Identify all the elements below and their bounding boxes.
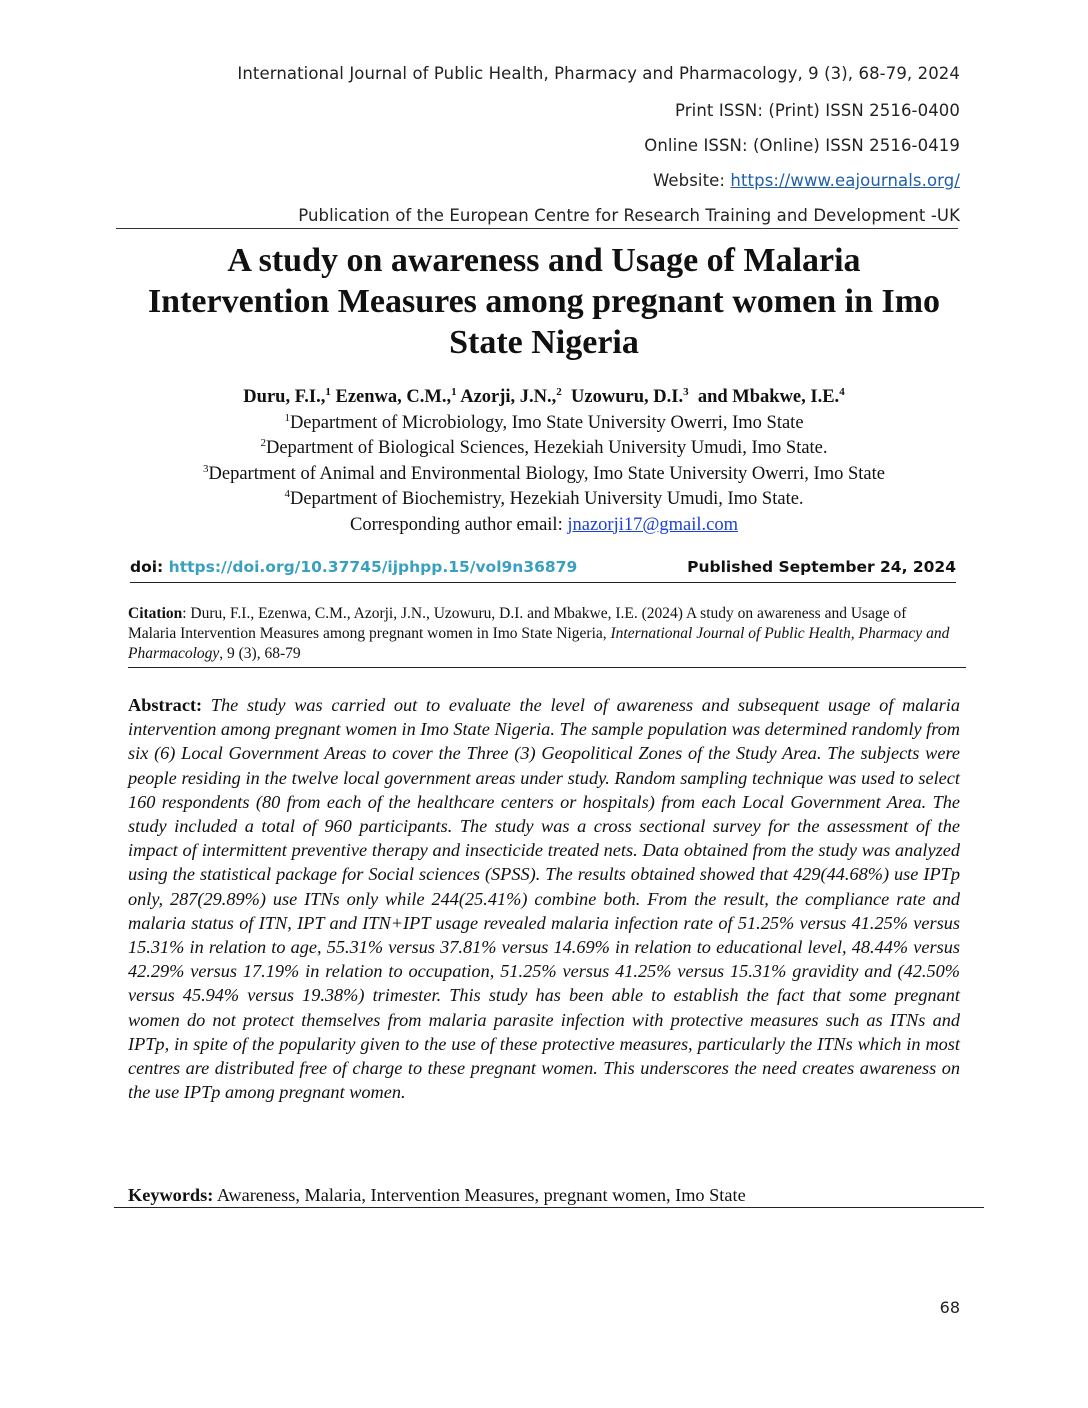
title-line: Intervention Measures among pregnant women in Imo: [147, 283, 941, 320]
website-label: Website:: [652, 171, 731, 190]
doi-row: [130, 558, 956, 584]
author-list: [100, 385, 988, 411]
author-affiliation-mark: 3: [683, 385, 689, 398]
author-name: and Mbakwe, I.E.: [688, 387, 840, 407]
keywords-divider: [114, 1207, 984, 1208]
affiliation-mark: 1: [284, 411, 290, 424]
author-affiliation-mark: 1: [451, 385, 457, 398]
header-divider: [116, 228, 958, 229]
citation: [128, 604, 958, 664]
citation-label: Citation: [128, 605, 183, 622]
doi-link[interactable]: https://doi.org/10.37745/ijphpp.15/vol9n36879: [168, 558, 578, 576]
citation-volume: , 9 (3), 68-79: [219, 645, 301, 662]
website-line: [653, 171, 960, 190]
page-number: 68: [939, 1298, 960, 1317]
print-issn: Print ISSN: (Print) ISSN 2516-0400: [675, 101, 960, 120]
affiliation: [100, 462, 988, 488]
affiliation-text: Department of Animal and Environmental Biology, Imo State University Owerri, Imo State: [208, 463, 885, 484]
keywords-text: Awareness, Malaria, Intervention Measures, pregnant women, Imo State: [213, 1185, 746, 1205]
abstract: [128, 693, 960, 1104]
affiliation-mark: 3: [203, 462, 209, 475]
doi-label: doi:: [130, 558, 169, 576]
author-affiliation-mark: 4: [839, 385, 845, 398]
abstract-text: The study was carried out to evaluate the level of awareness and subsequent usage of malaria intervention among pregnant women in Imo State Nigeria. The sample population was determined randomly from six (6) Local Government Areas to cover the Three (3) Geopolitical Zones of the Study Area. The subjects were people residing in the twelve local government areas under study. Random sampling technique was used to select 160 respondents (80 from each of the healthcare centers or hospitals) from each Local Government Area. The study included a total of 960 participants. The study was a cross sectional survey for the assessment of the impact of intermittent preventive therapy and insecticide treated nets. Data obtained from the study was analyzed using the statistical package for Social sciences (SPSS). The results obtained showed that 429(44.68%) use IPTp only, 287(29.89%) use ITNs only while 244(25.41%) combine both. From the result, the compliance rate and malaria status of ITN, IPT and ITN+IPT usage revealed malaria infection rate of 51.25% versus 41.25% versus 15.31% in relation to age, 55.31% versus 37.81% versus 14.69% in relation to educational level, 48.44% versus 42.29% versus 17.19% in relation to occupation, 51.25% versus 41.25% versus 15.31% gravidity and (42.50% versus 45.94% versus 19.38%) trimester. This study has been able to establish the fact that some pregnant women do not protect themselves from malaria parasite infection with protective measures such as ITNs and IPTp, in spite of the popularity given to the use of these protective measures, particularly the ITNs which in most centres are distributed free of charge to these pregnant women. This underscores the need creates awareness on the use IPTp among pregnant women.: [128, 695, 960, 1103]
affiliation: [100, 436, 988, 462]
keywords: [128, 1183, 968, 1207]
author-name: Duru, F.I.,: [243, 387, 326, 407]
author-name: Uzowuru, D.I.: [561, 387, 684, 407]
affiliation-text: Department of Biochemistry, Hezekiah University Umudi, Imo State.: [289, 489, 804, 509]
authors-block: [100, 385, 988, 538]
corresponding-author: [100, 513, 988, 539]
corresponding-email-link[interactable]: jnazorji17@gmail.com: [567, 514, 738, 535]
journal-citation-line: International Journal of Public Health, Pharmacy and Pharmacology, 9 (3), 68-79, 2024: [237, 64, 960, 83]
published-date: Published September 24, 2024: [687, 558, 956, 576]
citation-text: : Duru, F.I., Ezenwa, C.M., Azorji, J.N., Uzowuru, D.I. and Mbakwe, I.E. (2024) A study on awareness and Usage of Malaria Intervention Measures among pregnant women in Imo State Nigeria,: [128, 605, 907, 642]
keywords-label: Keywords:: [128, 1185, 214, 1205]
abstract-label: Abstract:: [128, 695, 203, 715]
corresponding-label: Corresponding author email:: [350, 514, 568, 535]
title-line: State Nigeria: [449, 324, 639, 361]
author-affiliation-mark: 1: [325, 385, 331, 398]
title-line: A study on awareness and Usage of Malaria: [227, 242, 861, 279]
citation-divider: [128, 667, 966, 668]
author-name: Azorji, J.N.,: [456, 387, 557, 407]
affiliation-text: Department of Microbiology, Imo State University Owerri, Imo State: [289, 412, 804, 433]
citation-journal: International Journal of Public Health, Pharmacy and Pharmacology: [128, 625, 950, 662]
author-name: Ezenwa, C.M.,: [330, 387, 452, 407]
online-issn: Online ISSN: (Online) ISSN 2516-0419: [644, 136, 960, 155]
affiliation: [100, 487, 988, 513]
affiliation: [100, 411, 988, 437]
author-affiliation-mark: 2: [556, 385, 562, 398]
website-link[interactable]: https://www.eajournals.org/: [730, 171, 960, 190]
publisher-line: Publication of the European Centre for Research Training and Development -UK: [298, 206, 960, 225]
affiliation-mark: 4: [284, 487, 290, 500]
paper-title: [100, 240, 988, 363]
doi-divider: [130, 582, 956, 583]
affiliation-mark: 2: [260, 436, 266, 449]
affiliation-text: Department of Biological Sciences, Hezekiah University Umudi, Imo State.: [265, 438, 828, 458]
